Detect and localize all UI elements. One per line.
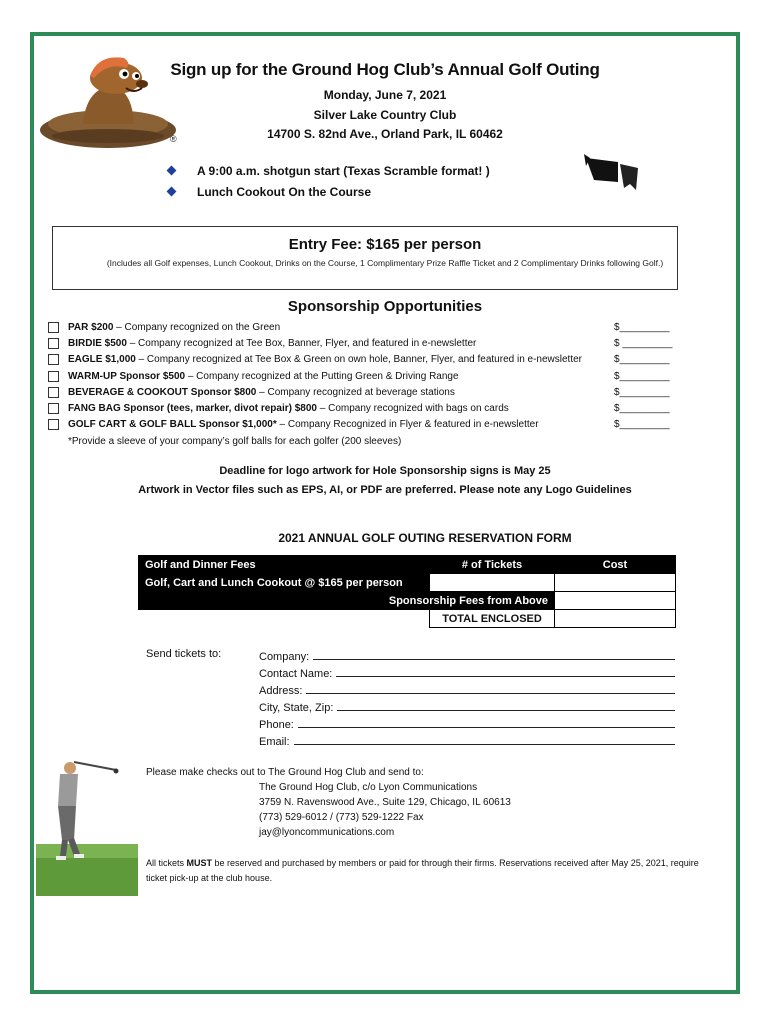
highlight-text: A 9:00 a.m. shotgun start (Texas Scramble format! )	[197, 163, 490, 178]
sponsor-level: BEVERAGE & COOKOUT Sponsor $800	[68, 386, 257, 398]
reservation-notice: All tickets MUST be reserved and purchased by members or paid for through their firms. Reservations received after May 25, 2021, require ticket pick-up at the club house.	[146, 858, 699, 883]
amount-blank[interactable]: $_________	[614, 354, 670, 366]
highlight-item	[166, 181, 490, 202]
payee-address: 3759 N. Ravenswood Ave., Suite 129, Chicago, IL 60613	[259, 797, 511, 808]
sponsor-level: WARM-UP Sponsor $500	[68, 370, 186, 382]
city-state-zip-line[interactable]	[337, 710, 675, 711]
entry-fee-title: Entry Fee: $165 per person	[288, 236, 482, 253]
reservation-table	[138, 555, 676, 628]
amount-blank[interactable]: $_________	[614, 403, 670, 415]
golf-cost-input[interactable]	[555, 574, 676, 592]
sponsor-level: BIRDIE $500	[68, 337, 127, 349]
contact-name-field[interactable]	[259, 663, 675, 680]
sponsor-desc: – Company recognized at Tee Box & Green on own hole, Banner, Flyer, and featured in e-newsletter	[135, 354, 583, 366]
field-label: City, State, Zip:	[259, 702, 334, 714]
field-label: Address:	[259, 685, 303, 697]
email-field[interactable]	[259, 731, 675, 748]
sponsor-level: PAR $200	[68, 321, 114, 333]
col-tickets-header: # of Tickets	[430, 556, 555, 574]
sponsorship-item-par	[48, 319, 678, 335]
payment-instructions	[146, 765, 511, 840]
sponsor-desc: – Company recognized at beverage stations	[256, 386, 455, 398]
payee-phone: (773) 529-6012 / (773) 529-1222 Fax	[259, 812, 424, 823]
tickets-input[interactable]	[430, 574, 555, 592]
event-address: 14700 S. 82nd Ave., Orland Park, IL 60462	[267, 127, 503, 141]
sponsor-desc: – Company Recognized in Flyer & featured in e-newsletter	[276, 419, 539, 431]
sponsorship-footnote: *Provide a sleeve of your company’s golf balls for each golfer (200 sleeves)	[68, 435, 402, 447]
field-label: Email:	[259, 736, 290, 748]
par-checkbox[interactable]	[48, 322, 59, 333]
registered-mark: ®	[170, 134, 177, 144]
event-date: Monday, June 7, 2021	[323, 88, 447, 102]
sponsor-level: GOLF CART & GOLF BALL Sponsor $1,000*	[68, 419, 277, 431]
golfer-photo	[36, 748, 138, 896]
field-label: Company:	[259, 651, 310, 663]
sponsorship-item-beverage	[48, 384, 678, 400]
sponsor-desc: – Company recognized with bags on cards	[316, 403, 509, 415]
golf-fee-row-label: Golf, Cart and Lunch Cookout @ $165 per person	[139, 574, 430, 592]
sponsorship-item-warmup	[48, 368, 678, 384]
sponsorship-fees-label: Sponsorship Fees from Above	[139, 592, 555, 610]
page-title: Sign up for the Ground Hog Club’s Annual Golf Outing	[170, 60, 600, 79]
highlight-item	[166, 160, 490, 181]
birdie-checkbox[interactable]	[48, 338, 59, 349]
sponsorship-title: Sponsorship Opportunities	[287, 298, 483, 315]
phone-field[interactable]	[259, 714, 675, 731]
sponsorship-item-fang-bag	[48, 400, 678, 416]
sponsor-level: FANG BAG Sponsor (tees, marker, divot repair) $800	[68, 403, 317, 415]
email-line[interactable]	[294, 744, 675, 745]
payee-email: jay@lyoncommunications.com	[259, 827, 395, 838]
golf-flag-icon	[580, 152, 642, 194]
sponsorship-cost-input[interactable]	[555, 592, 676, 610]
entry-fee-note: (Includes all Golf expenses, Lunch Cookout, Drinks on the Course, 1 Complimentary Prize Raffle Ticket and 2 Complimentary Drinks following Golf.)	[106, 258, 664, 268]
send-fields	[259, 646, 675, 748]
field-label: Contact Name:	[259, 668, 333, 680]
total-input[interactable]	[555, 610, 676, 628]
sponsorship-item-golf-cart	[48, 417, 678, 433]
golf-cart-checkbox[interactable]	[48, 419, 59, 430]
field-label: Phone:	[259, 719, 294, 731]
amount-blank[interactable]: $_________	[614, 370, 670, 382]
send-tickets-label: Send tickets to:	[146, 648, 222, 660]
sponsor-desc: – Company recognized at the Putting Green & Driving Range	[185, 370, 459, 382]
event-highlights	[166, 160, 490, 202]
address-line[interactable]	[306, 693, 675, 694]
amount-blank[interactable]: $ _________	[614, 337, 673, 349]
artwork-line: Artwork in Vector files such as EPS, AI, or PDF are preferred. Please note any Logo Guidelines	[138, 484, 632, 496]
payment-intro: Please make checks out to The Ground Hog Club and send to:	[146, 767, 424, 778]
amount-blank[interactable]: $_________	[614, 321, 670, 333]
col-fees-header: Golf and Dinner Fees	[139, 556, 430, 574]
eagle-checkbox[interactable]	[48, 354, 59, 365]
amount-blank[interactable]: $_________	[614, 419, 670, 431]
fang-bag-checkbox[interactable]	[48, 403, 59, 414]
contact-name-line[interactable]	[336, 676, 675, 677]
deadline-line: Deadline for logo artwork for Hole Sponsorship signs is May 25	[219, 465, 551, 477]
beverage-checkbox[interactable]	[48, 387, 59, 398]
warmup-checkbox[interactable]	[48, 371, 59, 382]
sponsor-desc: – Company recognized at Tee Box, Banner, Flyer, and featured in e-newsletter	[126, 337, 477, 349]
total-label: TOTAL ENCLOSED	[430, 610, 555, 628]
company-field[interactable]	[259, 646, 675, 663]
must-emphasis: MUST	[186, 858, 213, 868]
sponsor-level: EAGLE $1,000	[68, 354, 136, 366]
col-cost-header: Cost	[555, 556, 676, 574]
diamond-bullet-icon	[167, 166, 177, 176]
sponsor-desc: – Company recognized on the Green	[113, 321, 281, 333]
sponsorship-list	[48, 319, 678, 449]
company-line[interactable]	[313, 659, 675, 660]
highlight-text: Lunch Cookout On the Course	[197, 184, 371, 199]
form-title: 2021 ANNUAL GOLF OUTING RESERVATION FORM	[278, 531, 572, 545]
amount-blank[interactable]: $_________	[614, 386, 670, 398]
city-state-zip-field[interactable]	[259, 697, 675, 714]
payee-line: The Ground Hog Club, c/o Lyon Communications	[259, 782, 478, 793]
sponsorship-item-birdie	[48, 335, 678, 351]
phone-line[interactable]	[298, 727, 675, 728]
event-venue: Silver Lake Country Club	[313, 108, 457, 122]
address-field[interactable]	[259, 680, 675, 697]
diamond-bullet-icon	[167, 187, 177, 197]
sponsorship-item-eagle	[48, 352, 678, 368]
